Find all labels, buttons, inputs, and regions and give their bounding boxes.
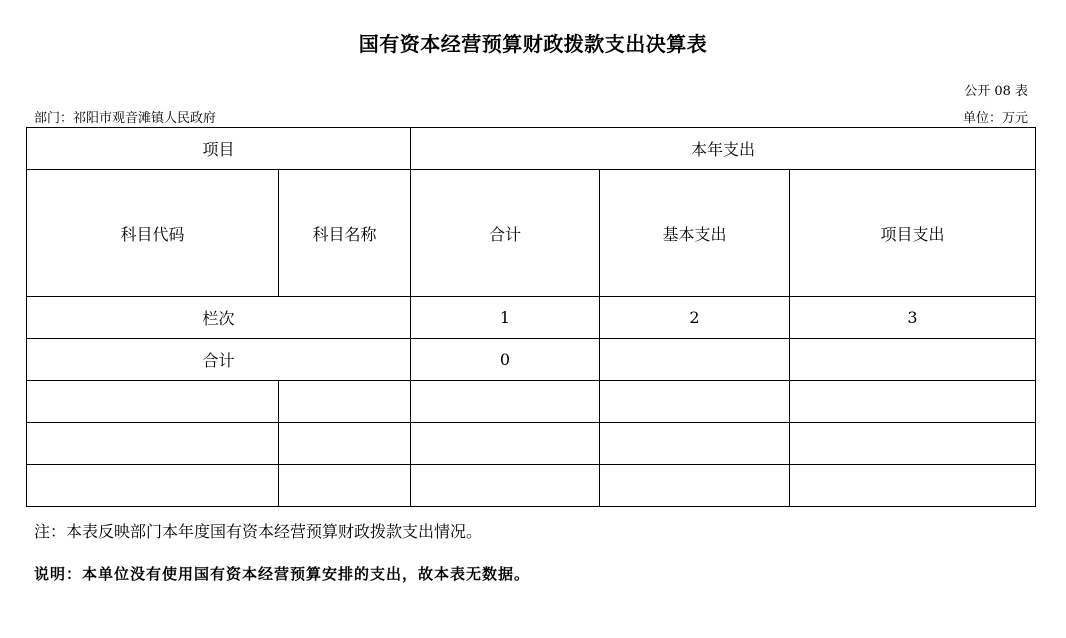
total-cell bbox=[600, 339, 790, 381]
index-cell: 2 bbox=[600, 297, 790, 339]
row-column-index bbox=[27, 297, 1036, 339]
table-cell bbox=[790, 465, 1036, 507]
table-cell bbox=[600, 381, 790, 423]
col-subject-code: 科目代码 bbox=[27, 170, 279, 297]
table-row bbox=[27, 381, 1036, 423]
explanation-note: 说明：本单位没有使用国有资本经营预算安排的支出，故本表无数据。 bbox=[34, 565, 531, 583]
table-cell bbox=[27, 465, 279, 507]
table-cell bbox=[790, 381, 1036, 423]
table-cell bbox=[411, 465, 600, 507]
table-cell bbox=[411, 423, 600, 465]
header-row-1 bbox=[27, 128, 1036, 170]
index-cell: 1 bbox=[411, 297, 600, 339]
row-index-label: 栏次 bbox=[27, 297, 411, 339]
table-cell bbox=[600, 465, 790, 507]
department-label: 部门：祁阳市观音滩镇人民政府 bbox=[34, 111, 217, 126]
footnote: 注：本表反映部门本年度国有资本经营预算财政拨款支出情况。 bbox=[34, 522, 483, 541]
table-row bbox=[27, 423, 1036, 465]
total-cell bbox=[790, 339, 1036, 381]
index-cell: 3 bbox=[790, 297, 1036, 339]
row-total-label: 合计 bbox=[27, 339, 411, 381]
col-project-expenditure: 项目支出 bbox=[790, 170, 1036, 297]
table-cell bbox=[600, 423, 790, 465]
col-total: 合计 bbox=[411, 170, 600, 297]
table-cell bbox=[279, 423, 411, 465]
table-cell bbox=[27, 423, 279, 465]
page-title: 国有资本经营预算财政拨款支出决算表 bbox=[358, 32, 708, 56]
col-subject-name: 科目名称 bbox=[279, 170, 411, 297]
table-cell bbox=[279, 381, 411, 423]
form-number: 公开 08 表 bbox=[964, 84, 1028, 99]
expenditure-table bbox=[26, 127, 1036, 507]
header-row-2 bbox=[27, 170, 1036, 297]
unit-label: 单位：万元 bbox=[962, 111, 1028, 126]
row-total bbox=[27, 339, 1036, 381]
col-basic-expenditure: 基本支出 bbox=[600, 170, 790, 297]
header-current-year: 本年支出 bbox=[411, 128, 1036, 170]
header-item: 项目 bbox=[27, 128, 411, 170]
table-cell bbox=[27, 381, 279, 423]
table-cell bbox=[411, 381, 600, 423]
total-cell: 0 bbox=[411, 339, 600, 381]
table-cell bbox=[790, 423, 1036, 465]
table-cell bbox=[279, 465, 411, 507]
table-row bbox=[27, 465, 1036, 507]
